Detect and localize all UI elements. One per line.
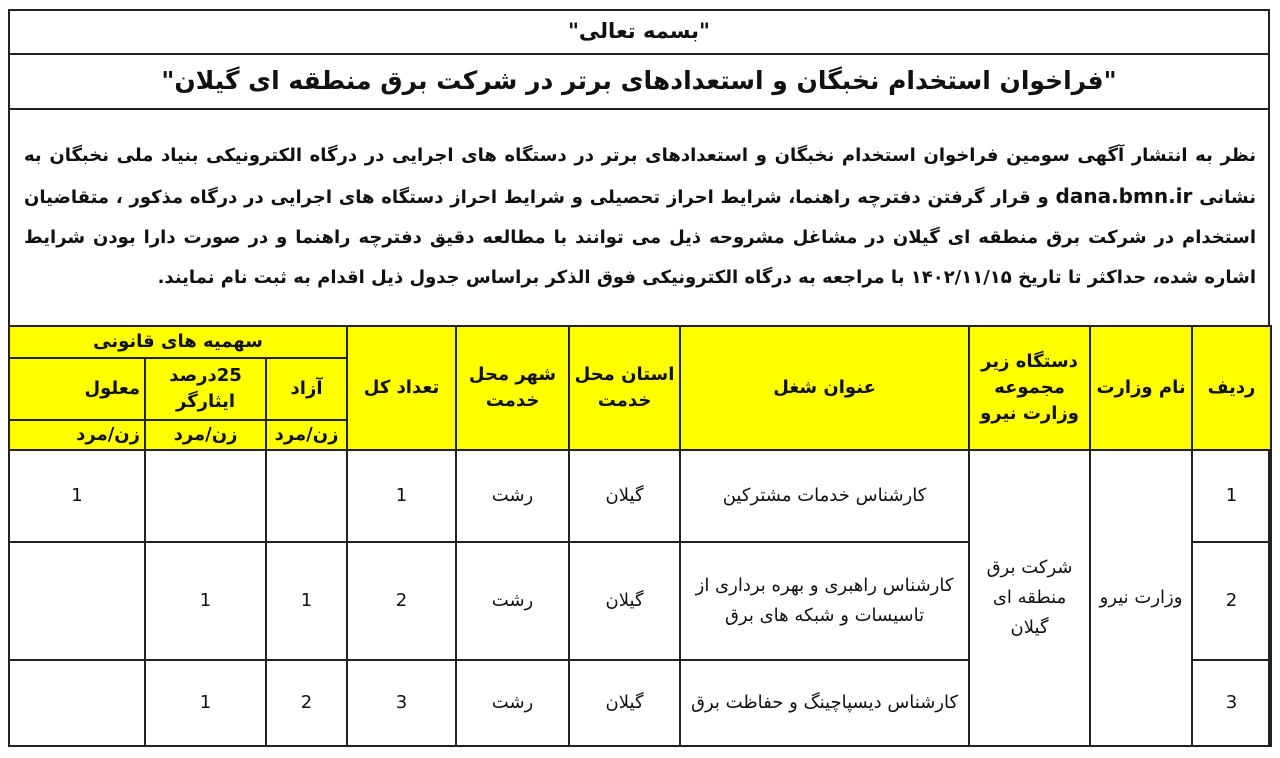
cell-province: گیلان <box>569 450 680 542</box>
cell-disabled <box>9 542 145 660</box>
header-gender-disabled: زن/مرد <box>9 420 145 450</box>
header-row-no: ردیف <box>1192 326 1271 450</box>
bismillah-heading: "بسمه تعالی" <box>8 9 1270 55</box>
cell-job-title: کارشناس خدمات مشترکین <box>680 450 969 542</box>
cell-ministry: وزارت نیرو <box>1090 450 1192 746</box>
header-free: آزاد <box>266 358 347 420</box>
header-row-1 <box>9 326 1271 358</box>
cell-city: رشت <box>456 542 569 660</box>
header-city: شهر محل خدمت <box>456 326 569 450</box>
header-job-title: عنوان شغل <box>680 326 969 450</box>
cell-isargar <box>145 450 266 542</box>
cell-total: 1 <box>347 450 456 542</box>
cell-disabled: 1 <box>9 450 145 542</box>
header-province: استان محل خدمت <box>569 326 680 450</box>
header-legal-quota: سهمیه های قانونی <box>9 326 347 358</box>
cell-job-title: کارشناس راهبری و بهره برداری از تاسیسات و شبکه های برق <box>680 542 969 660</box>
cell-free: 1 <box>266 542 347 660</box>
intro-part-3: با مراجعه به درگاه الکترونیکی فوق الذکر براساس جدول ذیل اقدام به ثبت نام نمایند. <box>157 267 905 288</box>
deadline-date: ۱۴۰۲/۱۱/۱۵ <box>910 267 1012 288</box>
cell-city: رشت <box>456 660 569 746</box>
header-disabled: معلول <box>9 358 145 420</box>
cell-row-no: 2 <box>1192 542 1271 660</box>
cell-total: 2 <box>347 542 456 660</box>
cell-free: 2 <box>266 660 347 746</box>
website-link[interactable]: dana.bmn.ir <box>1055 184 1193 208</box>
header-gender-isargar: زن/مرد <box>145 420 266 450</box>
cell-row-no: 3 <box>1192 660 1271 746</box>
cell-city: رشت <box>456 450 569 542</box>
cell-free <box>266 450 347 542</box>
cell-job-title: کارشناس دیسپاچینگ و حفاظت برق <box>680 660 969 746</box>
header-ministry: نام وزارت <box>1090 326 1192 450</box>
cell-isargar: 1 <box>145 660 266 746</box>
jobs-table <box>8 325 1272 747</box>
header-gender-free: زن/مرد <box>266 420 347 450</box>
header-total: تعداد کل <box>347 326 456 450</box>
header-subsidiary: دستگاه زیر مجموعه وزارت نیرو <box>969 326 1090 450</box>
intro-paragraph <box>24 136 1256 298</box>
intro-part-2: و قرار گرفتن دفترچه راهنما، شرایط احراز تحصیلی و شرایط احراز دستگاه های اجرایی در درگاه مذکور ، متقاضیان استخدام در شرکت برق منطقه ای گیلان در مشاغل مشروحه ذیل می توانند با مطالعه دقیق دفترچه راهنما و در صورت دارا بودن شرایط اشاره شده، حداکثر تا تاریخ <box>24 187 1256 288</box>
cell-subsidiary: شرکت برق منطقه ای گیلان <box>969 450 1090 746</box>
cell-total: 3 <box>347 660 456 746</box>
intro-part-1: نظر به انتشار آگهی سومین فراخوان استخدام نخبگان و استعدادهای برتر در دستگاه های اجرایی در درگاه الکترونیکی بنیاد ملی نخبگان به نشانی <box>24 145 1256 208</box>
cell-province: گیلان <box>569 542 680 660</box>
cell-disabled <box>9 660 145 746</box>
table-row <box>9 450 1271 542</box>
cell-province: گیلان <box>569 660 680 746</box>
cell-row-no: 1 <box>1192 450 1271 542</box>
announcement-title: "فراخوان استخدام نخبگان و استعدادهای برتر در شرکت برق منطقه ای گیلان" <box>8 55 1270 110</box>
cell-isargar: 1 <box>145 542 266 660</box>
header-isargar: 25درصد ایثارگر <box>145 358 266 420</box>
